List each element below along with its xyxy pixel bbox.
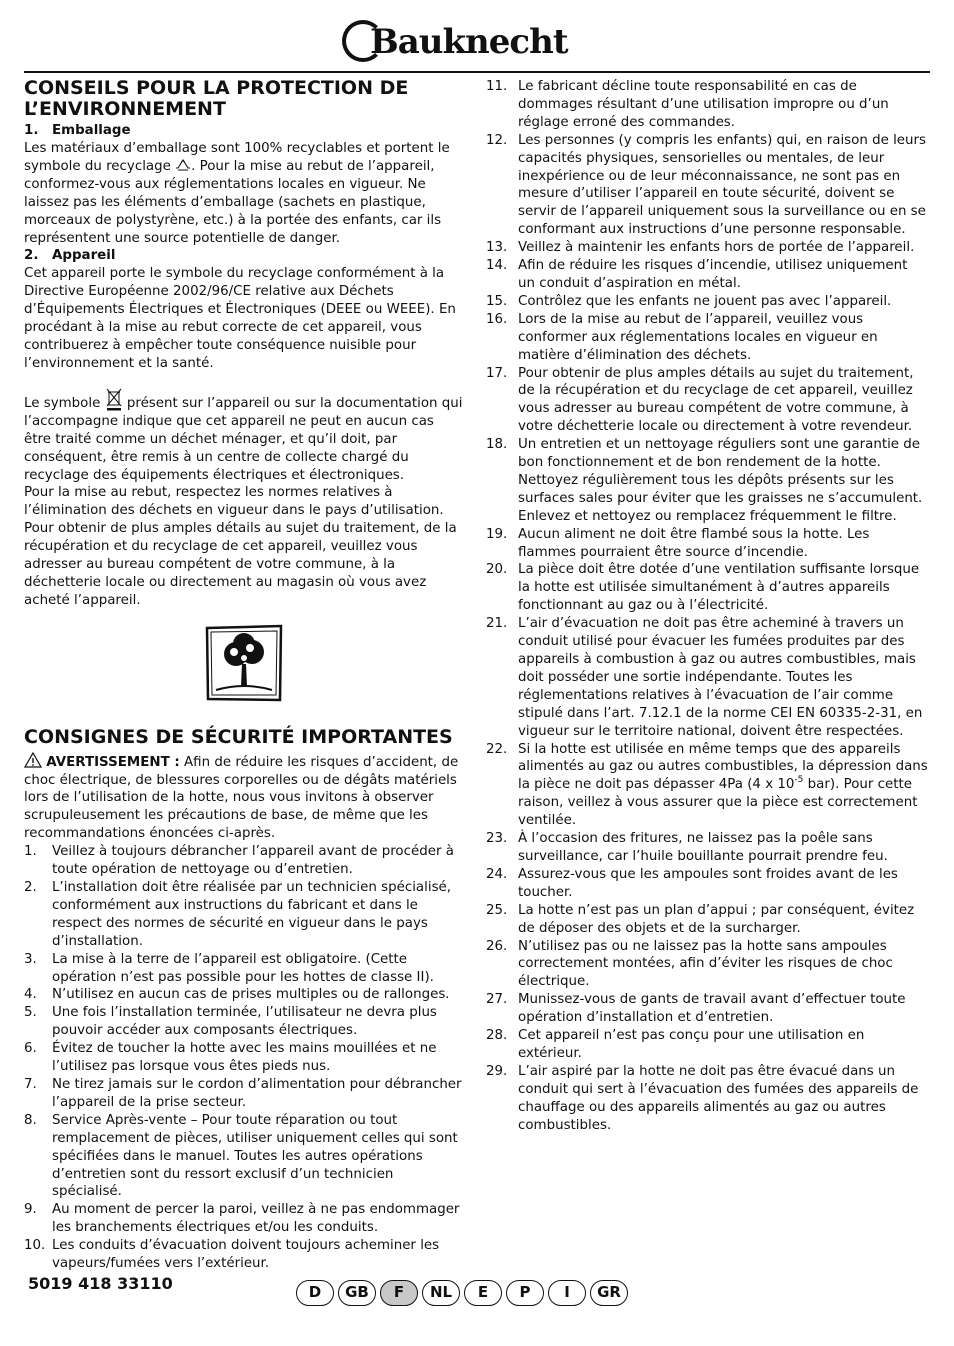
list-item: 13. Veillez à maintenir les enfants hors de portée de l’appareil.	[486, 240, 915, 256]
list-item: 27. Munissez-vous de gants de travail avant d’effectuer toute opération d’installation et d’entretien.	[486, 992, 906, 1026]
list-item: 14. Afin de réduire les risques d’incendie, utilisez uniquement un conduit d’aspiration en métal.	[486, 258, 908, 291]
list-item: 20. La pièce doit être dotée d’une ventilation suffisante lorsque la hotte est utilisée simultanément à d’autres appareils fonctionnant au gaz ou à l’électricité.	[486, 562, 920, 614]
info-text: Pour obtenir de plus amples détails au sujet du traitement, de la récupération et du recyclage de cet appareil, veuillez vous adresser au bureau compétent de votre commune, à la déchetterie locale ou directement au magasin où vous avez acheté l’appareil.	[24, 521, 457, 608]
list-item: 26. N’utilisez pas ou ne laissez pas la hotte sans ampoules correctement montées, afin d’éviter les risques de choc électrique.	[486, 938, 893, 990]
list-item: 29. L’air aspiré par la hotte ne doit pas être évacué dans un conduit qui sert à l’évacuation des fumées des appareils de chauffage ou des appareils alimentés au gaz ou autres combustibles.	[486, 1063, 919, 1133]
header-rule	[24, 71, 930, 73]
lang-tab-i[interactable]: I	[548, 1280, 586, 1306]
lang-tab-e[interactable]: E	[464, 1280, 502, 1306]
list-item: 7. Ne tirez jamais sur le cordon d’alimentation pour débrancher l’appareil de la prise secteur.	[24, 1076, 462, 1110]
list-item: 2. L’installation doit être réalisée par un technicien spécialisé, conformément aux instructions du fabricant et dans le respect des normes de sécurité en vigueur dans le pays d’installation.	[24, 880, 452, 949]
list-item: 23. À l’occasion des fritures, ne laissez pas la poêle sans surveillance, car l’huile bouillante pourrait prendre feu.	[486, 831, 888, 864]
list-item: 19. Aucun aliment ne doit être flambé sous la hotte. Les flammes pourraient être source d’incendie.	[486, 526, 870, 560]
lang-tab-gb[interactable]: GB	[338, 1280, 376, 1306]
appliance-text: Cet appareil porte le symbole du recyclage conformément à la Directive Européenne 2002/96/CE relative aux Déchets d’Équipements Électriques et Électroniques (DEEE ou WEEE). En procédant à la mise au rebut correcte de cet appareil, vous contribuerez à empêcher toute conséquence nuisible pour l’environnement et la santé.	[24, 266, 456, 371]
language-tabs	[296, 1280, 628, 1306]
warning-icon	[24, 752, 42, 768]
list-item: 21. L’air d’évacuation ne doit pas être acheminé à travers un conduit utilisé pour évacuer les fumées produites par des appareils à combustion à gaz ou autres combustibles, mais doit posséder une sortie indépendante. Toutes les réglementations relatives à l’évacuation de l’air comme stipulé dans l’art. 7.12.1 de la norme CEI EN 60335-2-31, en vigueur sur le territoire national, doivent être respectées.	[486, 616, 923, 739]
list-item: 25. La hotte n’est pas un plan d’appui ; par conséquent, évitez de déposer des objets et de la surcharger.	[486, 902, 915, 936]
list-item: 22. Si la hotte est utilisée en même temps que des appareils alimentés au gaz ou autres combustibles, la dépression dans la pièce ne doit pas dépasser 4Pa (4 x $10^{-5}$ bar). Pour cette raison, veillez à vous assurer que la pièce est correctement ventilée.	[486, 741, 928, 829]
list-item: 15. Contrôlez que les enfants ne jouent pas avec l’appareil.	[486, 293, 892, 309]
recycling-icon	[175, 159, 191, 172]
symbol-text: Le symbole présent sur l’appareil ou sur la documentation qui l’accompagne indique que cet appareil ne peut en aucun cas être traité comme un déchet ménager, et qu’il doit, par conséquent, être remis à un centre de collecte chargé du recyclage des équipements électriques et électroniques.	[24, 387, 464, 485]
tree-icon	[204, 624, 284, 702]
safety-list-left	[24, 843, 464, 1273]
warning-paragraph: AVERTISSEMENT : Afin de réduire les risques d’accident, de choc électrique, de blessures corporelles ou de dégâts matériels lors de l’utilisation de la hotte, nous vous invitons à observer scrupuleusement les précautions de base, de même que les recommandations énoncées ci-après.	[24, 752, 464, 844]
list-item: 5. Une fois l’installation terminée, l’utilisateur ne devra plus pouvoir accéder aux composants électriques.	[24, 1005, 437, 1039]
safety-heading: CONSIGNES DE SÉCURITÉ IMPORTANTES	[24, 725, 453, 748]
list-item: 8. Service Après-vente – Pour toute réparation ou tout remplacement de pièces, utiliser uniquement celles qui sont spécifiées dans le manuel. Toutes les autres opérations d’entretien sont du ressort exclusif d’un technicien spécialisé.	[24, 1112, 458, 1200]
lang-tab-d[interactable]: D	[296, 1280, 334, 1306]
list-item: 4. N’utilisez en aucun cas de prises multiples ou de rallonges.	[24, 987, 450, 1003]
list-item: 6. Évitez de toucher la hotte avec les mains mouillées et ne l’utilisez pas lorsque vous êtes pieds nus.	[24, 1041, 437, 1075]
list-item: 10. Les conduits d’évacuation doivent toujours acheminer les vapeurs/fumées vers l’extérieur.	[24, 1238, 440, 1272]
list-item: 24. Assurez-vous que les ampoules sont froides avant de les toucher.	[486, 866, 898, 900]
packaging-subheading: 1. Emballage	[24, 123, 131, 138]
appliance-subheading: 2. Appareil	[24, 248, 116, 264]
lang-tab-nl[interactable]: NL	[422, 1280, 460, 1306]
brand-logo	[342, 18, 568, 66]
list-item: 9. Au moment de percer la paroi, veillez à ne pas endommager les branchements électriques et/ou les conduits.	[24, 1202, 460, 1236]
list-item: 28. Cet appareil n’est pas conçu pour une utilisation en extérieur.	[486, 1028, 865, 1061]
lang-tab-p[interactable]: P	[506, 1280, 544, 1306]
list-item: 16. Lors de la mise au rebut de l’appareil, veuillez vous conformer aux réglementations locales en vigueur en matière d’élimination des déchets.	[486, 311, 878, 363]
list-item: 1. Veillez à toujours débrancher l’appareil avant de procéder à toute opération de nettoyage ou d’entretien.	[24, 844, 454, 878]
left-column	[24, 78, 464, 1273]
lang-tab-f[interactable]: F	[380, 1280, 418, 1306]
packaging-text: Les matériaux d’emballage sont 100% recyclables et portent le symbole du recyclage . Pour la mise au rebut de l’appareil, conformez-vous aux réglementations locales en vigueur. Ne laissez pas les éléments d’emballage (sachets en plastique, morceaux de polystyrène, etc.) à la portée des enfants, car ils représentent une source potentielle de danger.	[24, 141, 450, 246]
list-item: 11. Le fabricant décline toute responsabilité en cas de dommages résultant d’une utilisation impropre ou d’un réglage erroné des commandes.	[486, 79, 889, 130]
document-code: 5019 418 33110	[28, 1274, 173, 1293]
brand-name: Bauknecht	[370, 22, 568, 62]
list-item: 18. Un entretien et un nettoyage réguliers sont une garantie de bon fonctionnement et de bon rendement de la hotte. Nettoyez régulièrement tous les dépôts présents sur les surfaces sales pour éviter que les graisses ne s’accumulent. Enlevez et nettoyez ou remplacez fréquemment le filtre.	[486, 437, 923, 524]
weee-bin-icon	[105, 387, 123, 411]
list-item: 17. Pour obtenir de plus amples détails au sujet du traitement, de la récupération et du recyclage de cet appareil, veuillez vous adresser au bureau compétent de votre commune, à votre déchetterie locale ou directement à votre revendeur.	[486, 365, 914, 435]
list-item: 3. La mise à la terre de l’appareil est obligatoire. (Cette opération n’est pas possible pour les hottes de classe II).	[24, 951, 434, 985]
safety-list-right	[486, 78, 928, 1134]
disposal-text: Pour la mise au rebut, respectez les normes relatives à l’élimination des déchets en vigueur dans le pays d’utilisation.	[24, 485, 444, 519]
lang-tab-gr[interactable]: GR	[590, 1280, 628, 1306]
list-item: 12. Les personnes (y compris les enfants) qui, en raison de leurs capacités physiques, sensorielles ou mentales, de leur inexpérience ou de leur méconnaissance, ne sont pas en mesure d’utiliser l’appareil en toute sécurité, doivent se servir de l’appareil uniquement sous la surveillance ou en se conformant aux instructions d’une personne responsable.	[486, 132, 927, 238]
environment-heading: CONSEILS POUR LA PROTECTION DE L’ENVIRONNEMENT	[24, 77, 409, 120]
right-column	[486, 78, 928, 1134]
